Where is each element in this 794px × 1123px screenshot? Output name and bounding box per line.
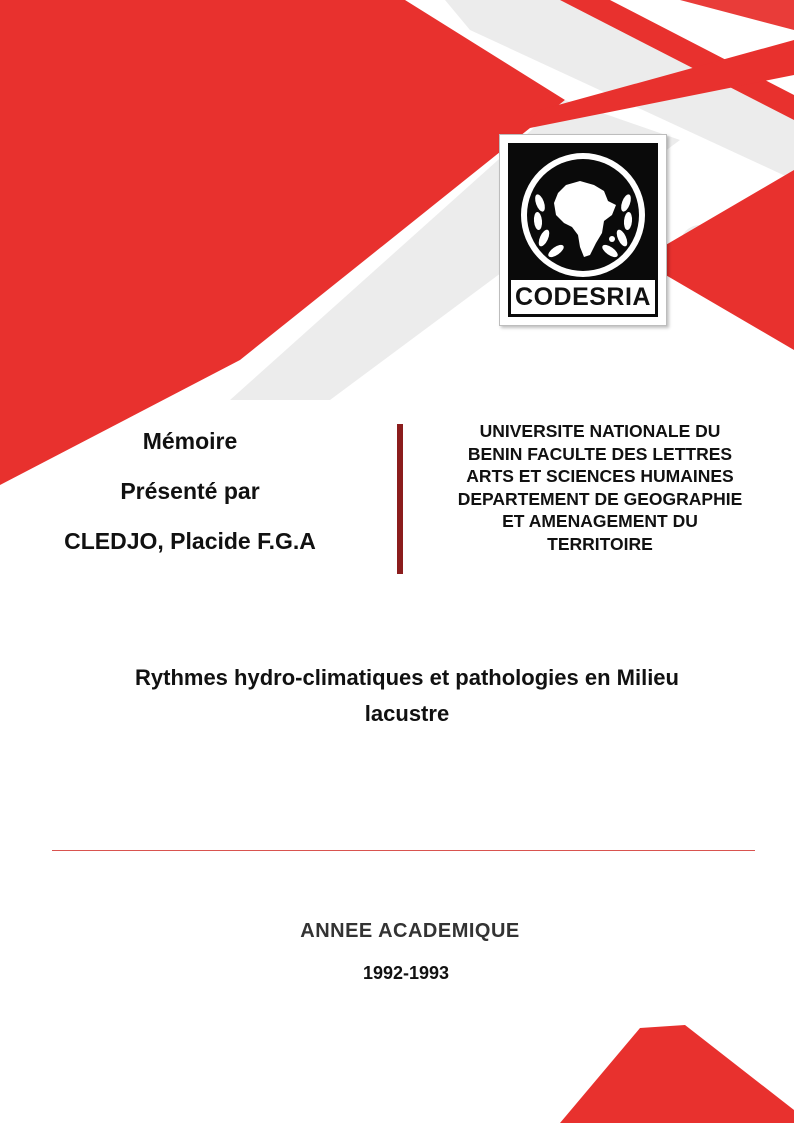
codesria-logo xyxy=(499,134,667,326)
institution-line: ARTS ET SCIENCES HUMAINES xyxy=(466,466,734,486)
institution-line: BENIN FACULTE DES LETTRES xyxy=(467,443,733,464)
title-line: lacustre xyxy=(364,701,450,726)
africa-map-laurel-icon xyxy=(508,143,658,283)
thesis-title xyxy=(40,660,774,732)
author-name: CLEDJO, Placide F.G.A xyxy=(64,528,316,554)
red-triangle-bottom xyxy=(560,1025,794,1123)
institution-line: UNIVERSITE NATIONALE DU xyxy=(479,421,721,441)
vertical-divider xyxy=(397,424,403,574)
logo-caption: CODESRIA xyxy=(511,280,655,314)
academic-year-label: ANNEE ACADEMIQUE xyxy=(300,920,520,942)
document-type: Mémoire xyxy=(142,428,238,454)
institution-line: DEPARTEMENT DE GEOGRAPHIE xyxy=(457,488,743,509)
red-stripe-top-1 xyxy=(680,0,794,30)
title-line: Rythmes hydro-climatiques et pathologies en Milieu xyxy=(135,665,679,690)
institution-line: ET AMENAGEMENT DU xyxy=(502,511,698,531)
horizontal-divider xyxy=(52,850,755,851)
logo-black-panel xyxy=(508,143,658,317)
institution-block xyxy=(420,420,780,555)
academic-year-value: 1992-1993 xyxy=(362,963,450,983)
institution-line: TERRITOIRE xyxy=(547,533,653,554)
author-block xyxy=(20,416,360,566)
presented-by-label: Présenté par xyxy=(120,478,260,504)
